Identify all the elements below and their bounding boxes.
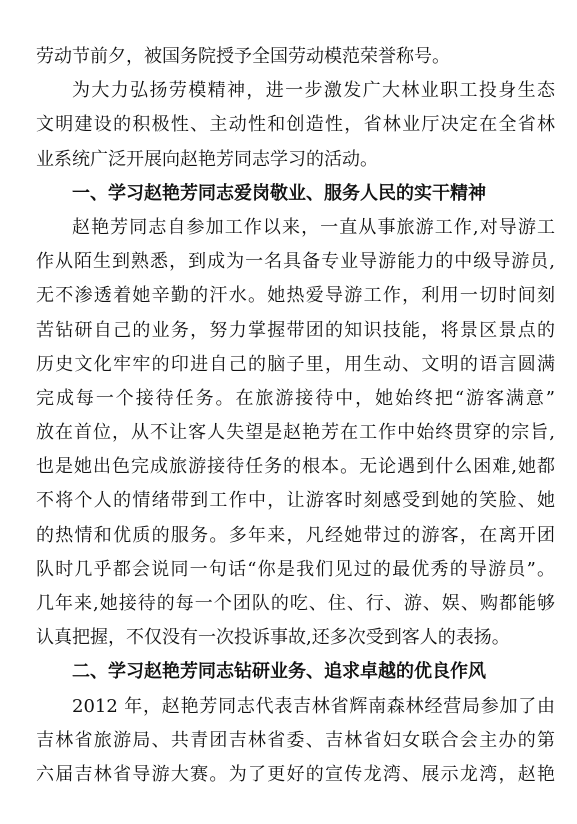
paragraph-competition (36, 690, 555, 793)
section-heading-2: 二、学习赵艳芳同志钻研业务、追求卓越的优良作风 (72, 661, 486, 683)
text-line: 业系统广泛开展向赵艳芳同志学习的活动。 (36, 148, 378, 170)
text-line: 六届吉林省导游大赛。为了更好的宣传龙湾、展示龙湾，赵艳 (36, 763, 555, 785)
paragraph-dedication (36, 211, 555, 655)
text-line: 文明建设的积极性、主动性和创造性，省林业厅决定在全省林 (36, 114, 555, 136)
text-line: 完成每一个接待任务。在旅游接待中，她始终把“游客满意” (36, 387, 555, 409)
text-line: 放在首位，从不让客人失望是赵艳芳在工作中始终贯穿的宗旨, (36, 422, 555, 444)
text-line: 2012 年，赵艳芳同志代表吉林省辉南森林经营局参加了由 (72, 695, 555, 717)
text-line: 历史文化牢牢的印进自己的脑子里，用生动、文明的语言圆满 (36, 353, 555, 375)
text-line: 几年来,她接待的每一个团队的吃、住、行、游、娱、购都能够 (36, 593, 555, 614)
text-line: 认真把握，不仅没有一次投诉事故,还多次受到客人的表扬。 (36, 627, 510, 649)
text-line: 吉林省旅游局、共青团吉林省委、吉林省妇女联合会主办的第 (36, 729, 555, 751)
paragraph-award (36, 40, 555, 74)
section-heading-1: 一、学习赵艳芳同志爱岗敬业、服务人民的实干精神 (72, 182, 486, 204)
text-line: 作从陌生到熟悉，到成为一名具备专业导游能力的中级导游员, (36, 251, 555, 273)
text-line: 不将个人的情绪带到工作中，让游客时刻感受到她的笑脸、她 (36, 490, 555, 512)
text-line: 无不渗透着她辛勤的汗水。她热爱导游工作，利用一切时间刻 (36, 285, 555, 307)
text-line: 也是她出色完成旅游接待任务的根本。无论遇到什么困难,她都 (36, 456, 555, 478)
text-line: 苦钻研自己的业务，努力掌握带团的知识技能，将景区景点的 (36, 319, 555, 341)
text-line: 为大力弘扬劳模精神，进一步激发广大林业职工投身生态 (72, 80, 555, 102)
text-line: 的热情和优质的服务。多年来，凡经她带过的游客，在离开团 (36, 524, 555, 546)
paragraph-decision (36, 74, 555, 177)
text-line: 劳动节前夕，被国务院授予全国劳动模范荣誉称号。 (36, 46, 450, 67)
text-line: 队时几乎都会说同一句话“你是我们见过的最优秀的导游员”。 (36, 558, 555, 580)
text-line: 赵艳芳同志自参加工作以来，一直从事旅游工作,对导游工 (72, 216, 555, 238)
